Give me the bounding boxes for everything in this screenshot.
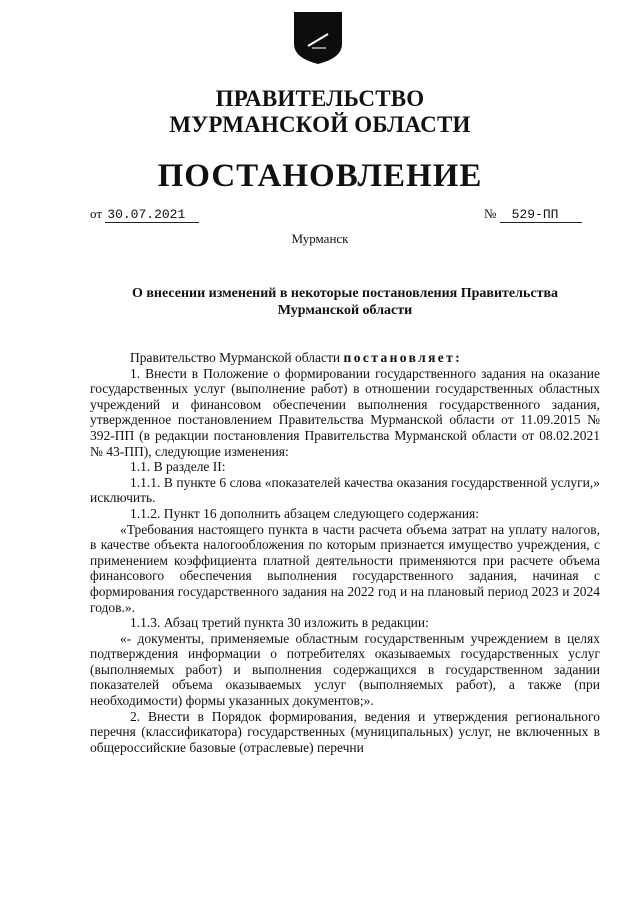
government-name <box>0 86 640 138</box>
paragraph-1: 1. Внести в Положение о формировании государственного задания на оказание государственных услуг (выполнение работ) в отношении государственных областных учреждений и финансовом обеспечении выполнения государственного задания, утвержденное постановлением Правительства Мурманской области от 11.09.2015 № 392-ПП (в редакции постановления Правительства Мурманской области от 08.02.2021 № 43-ПП), следующие изменения: <box>90 365 600 459</box>
document-number <box>484 206 582 222</box>
intro-text: Правительство Мурманской области <box>130 350 344 365</box>
subject-line-1: О внесении изменений в некоторые постановления Правительства <box>131 286 559 301</box>
paragraph-1-1-2: 1.1.2. Пункт 16 дополнить абзацем следующего содержания: <box>130 505 480 521</box>
government-line-1: ПРАВИТЕЛЬСТВО <box>215 86 425 111</box>
paragraph-1-1-1: 1.1.1. В пункте 6 слова «показателей качества оказания государственной услуги,» исключить. <box>90 474 600 506</box>
coat-of-arms-emblem <box>292 10 344 66</box>
quote-paragraph-2: «- документы, применяемые областным государственным учреждением в целях подтверждения информации о потребителях оказываемых государственных услуг (выполняемых работ) и выполнения содержащихся в государственном задании показателей объема оказываемых услуг (выполняемых работ), а также (при необходимости) формы указанных документов;». <box>90 630 600 709</box>
date-value: 30.07.2021 <box>105 207 199 223</box>
paragraph-2: 2. Внести в Порядок формирования, ведения и утверждения регионального перечня (классификатора) государственных (муниципальных) услуг, не включенных в общероссийские базовые (отраслевые) перечни <box>90 708 600 755</box>
intro-paragraph <box>90 350 600 366</box>
document-subject <box>110 285 580 319</box>
paragraph-1-1: 1.1. В разделе II: <box>130 459 226 475</box>
document-body <box>90 350 600 755</box>
quote-paragraph-1: «Требования настоящего пункта в части расчета объема затрат на уплату налогов, в качестве объекта налогообложения по которым признается имущество учреждения, с применением коэффициента платной деятельности применяются при расчете объема финансового обеспечения выполнения государственного задания, начиная с формирования государственного задания на 2022 год и на плановый период 2023 и 2024 годов.». <box>90 521 600 615</box>
document-type: ПОСТАНОВЛЕНИЕ <box>157 158 483 194</box>
government-line-2: МУРМАНСКОЙ ОБЛАСТИ <box>169 112 471 137</box>
city: Мурманск <box>291 231 349 246</box>
subject-line-2: Мурманской области <box>277 303 413 318</box>
number-value: 529-ПП <box>500 207 583 223</box>
paragraph-1-1-3: 1.1.3. Абзац третий пункта 30 изложить в редакции: <box>130 615 429 631</box>
document-date <box>90 206 199 222</box>
number-prefix: № <box>484 206 497 221</box>
date-prefix: от <box>90 206 103 221</box>
intro-emphasis: постановляет: <box>343 350 463 365</box>
